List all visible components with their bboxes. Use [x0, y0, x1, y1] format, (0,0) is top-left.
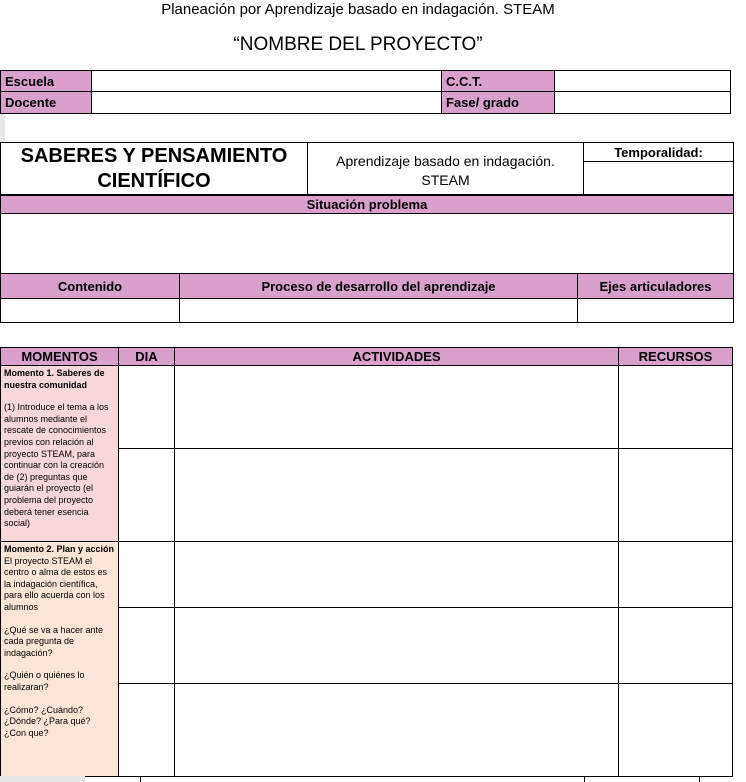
moment2-question2: ¿Quién o quiénes lo realizaran? — [4, 670, 85, 692]
temporality-input[interactable] — [583, 161, 734, 195]
content-input[interactable] — [0, 298, 180, 323]
method-cell — [307, 142, 584, 195]
next-row-divider-1 — [140, 776, 141, 782]
phase-input[interactable] — [554, 91, 731, 114]
moment2-resource-cell-3[interactable] — [618, 683, 733, 777]
moment1-text: (1) Introduce el tema a los alumnos mediante el rescate de conocimientos previos con relación al proyecto STEAM, para continuar con la creación de (2) preguntas que guiarán el proyecto (el problema del proyecto deberá tener esencia social) — [4, 402, 109, 529]
school-label: Escuela — [0, 70, 92, 92]
moment1-day-cell-2[interactable] — [118, 448, 175, 542]
moment1-activity-cell-1[interactable] — [174, 365, 619, 449]
next-row-divider-3 — [699, 776, 700, 782]
moment2-activity-cell-3[interactable] — [174, 683, 619, 777]
moment1-day-cell-1[interactable] — [118, 365, 175, 449]
field-title-cell — [0, 142, 308, 195]
phase-label: Fase/ grado — [441, 91, 555, 114]
moment1-resource-cell-2[interactable] — [618, 448, 733, 542]
moment1-title: Momento 1. Saberes de nuestra comunidad — [4, 368, 105, 390]
situation-header: Situación problema — [0, 195, 734, 214]
moment2-day-cell-1[interactable] — [118, 541, 175, 608]
next-row-strip — [0, 776, 85, 782]
moment2-activity-cell-1[interactable] — [174, 541, 619, 608]
axes-input[interactable] — [577, 298, 734, 323]
moment2-question1: ¿Qué se va a hacer ante cada pregunta de indagación? — [4, 624, 104, 658]
moment2-day-cell-3[interactable] — [118, 683, 175, 777]
process-header: Proceso de desarrollo del aprendizaje — [179, 273, 578, 299]
method-line2: STEAM — [421, 172, 470, 188]
school-input[interactable] — [91, 70, 442, 92]
project-name: “NOMBRE DEL PROYECTO” — [233, 34, 483, 55]
moment2-activity-cell-2[interactable] — [174, 607, 619, 684]
process-input[interactable] — [179, 298, 578, 323]
method-line1: Aprendizaje basado en indagación. — [336, 153, 555, 169]
moment2-resource-cell-2[interactable] — [618, 607, 733, 684]
moment2-resource-cell-1[interactable] — [618, 541, 733, 608]
moment2-question3: ¿Cómo? ¿Cuándo? ¿Dónde? ¿Para qué? ¿Con que? — [4, 704, 91, 738]
temporality-label: Temporalidad: — [583, 142, 734, 162]
moment1-activity-cell-2[interactable] — [174, 448, 619, 542]
teacher-input[interactable] — [91, 91, 442, 114]
situation-input[interactable] — [0, 213, 734, 274]
activities-header: ACTIVIDADES — [174, 347, 619, 366]
cct-label: C.C.T. — [441, 70, 555, 92]
moment1-resource-cell-1[interactable] — [618, 365, 733, 449]
moment2-text: El proyecto STEAM el centro o alma de estos es la indagación científica, para ello acuerda con los alumnos — [4, 555, 108, 612]
moment1-cell — [0, 365, 119, 542]
margin-strip — [0, 114, 5, 142]
moment2-title: Momento 2. Plan y acción — [4, 544, 115, 554]
field-title-line2: CIENTÍFICO — [97, 170, 211, 192]
axes-header: Ejes articuladores — [577, 273, 734, 299]
moment2-cell — [0, 541, 119, 777]
moment2-day-cell-2[interactable] — [118, 607, 175, 684]
moments-header: MOMENTOS — [0, 347, 119, 366]
resources-header: RECURSOS — [618, 347, 733, 366]
document-header-title: Planeación por Aprendizaje basado en indagación. STEAM — [161, 1, 555, 18]
cct-input[interactable] — [554, 70, 731, 92]
content-header: Contenido — [0, 273, 180, 299]
field-title-line1: SABERES Y PENSAMIENTO — [20, 145, 288, 167]
next-row-divider-2 — [584, 776, 585, 782]
day-header: DIA — [118, 347, 175, 366]
teacher-label: Docente — [0, 91, 92, 114]
